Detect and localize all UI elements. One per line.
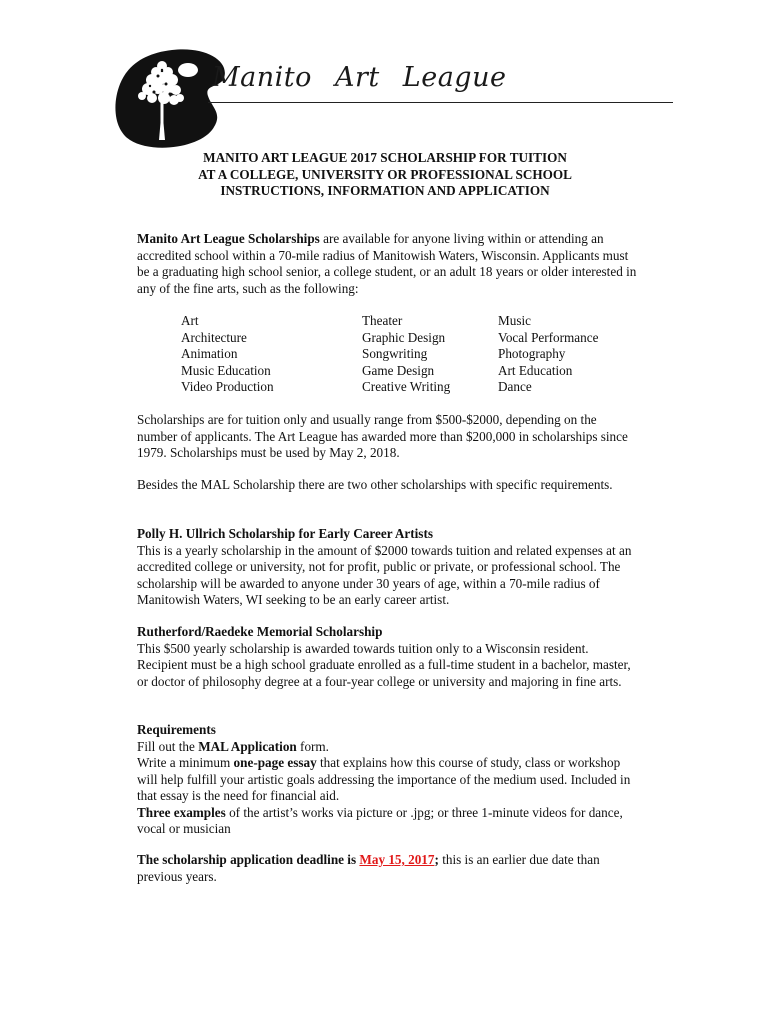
deadline-semicolon: ;	[434, 852, 439, 867]
list-item: Animation	[181, 346, 238, 361]
list-item: Photography	[498, 346, 566, 361]
manito-art-league-logo	[112, 44, 672, 156]
list-item: Art	[181, 313, 199, 328]
list-item: Graphic Design	[362, 329, 446, 345]
requirement-essay	[137, 755, 637, 805]
requirements-section	[137, 722, 637, 838]
polly-title: Polly H. Ullrich Scholarship for Early Career Artists	[137, 526, 433, 541]
requirement-text: form.	[296, 738, 329, 754]
tuition-paragraph: Scholarships are for tuition only and usually range from $500-$2000, depending on the number of applicants. The Art League has awarded more than $200,000 in scholarships since 1979. Scholarships must be used by May 2, 2018.	[137, 412, 628, 460]
other-scholarships-paragraph: Besides the MAL Scholarship there are two other scholarships with specific requirements.	[137, 477, 613, 492]
deadline-label: The scholarship application deadline is	[137, 852, 360, 867]
logo-underline	[208, 102, 673, 103]
document-title	[110, 150, 660, 200]
requirement-text: of the artist’s works via picture or .jpg; or three 1-minute videos for dance, vocal or musician	[137, 804, 623, 836]
rutherford-title: Rutherford/Raedeke Memorial Scholarship	[137, 624, 383, 639]
intro-bold: Manito Art League Scholarships	[137, 231, 320, 246]
list-item: Dance	[498, 379, 532, 394]
intro-paragraph	[137, 231, 637, 297]
intro-text: are available for anyone living within or attending an accredited school within a 70-mile radius of Manitowish Waters, Wisconsin. Applicants must be a graduating high school senior, a college student, or an adult 18 years or older interested in any of the fine arts, such as the following:	[137, 231, 637, 296]
arts-column-1	[181, 313, 274, 396]
requirement-text: that explains how this course of study, class or workshop will help fulfill your artistic goals addressing the importance of the medium used. Included in that essay is the need for financial aid.	[137, 755, 631, 803]
arts-column-2	[362, 313, 450, 396]
requirement-bold: MAL Application	[198, 738, 297, 754]
requirement-application	[137, 739, 637, 756]
polly-scholarship-section	[137, 526, 637, 609]
list-item: Theater	[362, 313, 403, 328]
arts-column-3	[498, 313, 598, 396]
list-item: Vocal Performance	[498, 329, 599, 345]
list-item: Music	[498, 313, 531, 328]
title-line-1: MANITO ART LEAGUE 2017 SCHOLARSHIP FOR TUITION	[203, 150, 567, 165]
requirement-bold: Three examples	[137, 804, 226, 820]
requirement-text: Fill out the	[137, 738, 199, 754]
deadline-note: this is an earlier due date than previous years.	[137, 852, 600, 884]
rutherford-scholarship-section	[137, 624, 637, 690]
list-item: Game Design	[362, 362, 435, 378]
palette-tree-icon	[112, 44, 232, 156]
list-item: Art Education	[498, 362, 573, 378]
list-item: Architecture	[181, 329, 247, 345]
title-line-3: INSTRUCTIONS, INFORMATION AND APPLICATION	[220, 183, 550, 198]
requirements-title: Requirements	[137, 722, 216, 737]
deadline-date: May 15, 2017	[359, 852, 435, 867]
requirement-bold: one-page essay	[233, 755, 317, 770]
logo-wordmark: Manito Art League	[212, 62, 507, 93]
deadline-paragraph	[137, 852, 637, 885]
list-item: Video Production	[181, 379, 274, 394]
list-item: Creative Writing	[362, 379, 451, 394]
rutherford-body: This $500 yearly scholarship is awarded towards tuition only to a Wisconsin resident. Recipient must be a high school graduate enrolled as a full-time student in a bachelor, master, or doctor of philosophy degree at a four-year college or university and majoring in fine arts.	[137, 640, 631, 689]
requirement-examples	[137, 805, 637, 838]
requirement-text: Write a minimum	[137, 755, 234, 770]
list-item: Music Education	[181, 362, 271, 378]
title-line-2: AT A COLLEGE, UNIVERSITY OR PROFESSIONAL SCHOOL	[198, 166, 572, 182]
polly-body: This is a yearly scholarship in the amount of $2000 towards tuition and related expenses at an accredited college or university, not for profit, public or private, or professional school. The scholarship will be awarded to anyone under 30 years of age, within a 70-mile radius of Manitowish Waters, WI seeking to be an early career artist.	[137, 542, 632, 607]
list-item: Songwriting	[362, 346, 428, 361]
